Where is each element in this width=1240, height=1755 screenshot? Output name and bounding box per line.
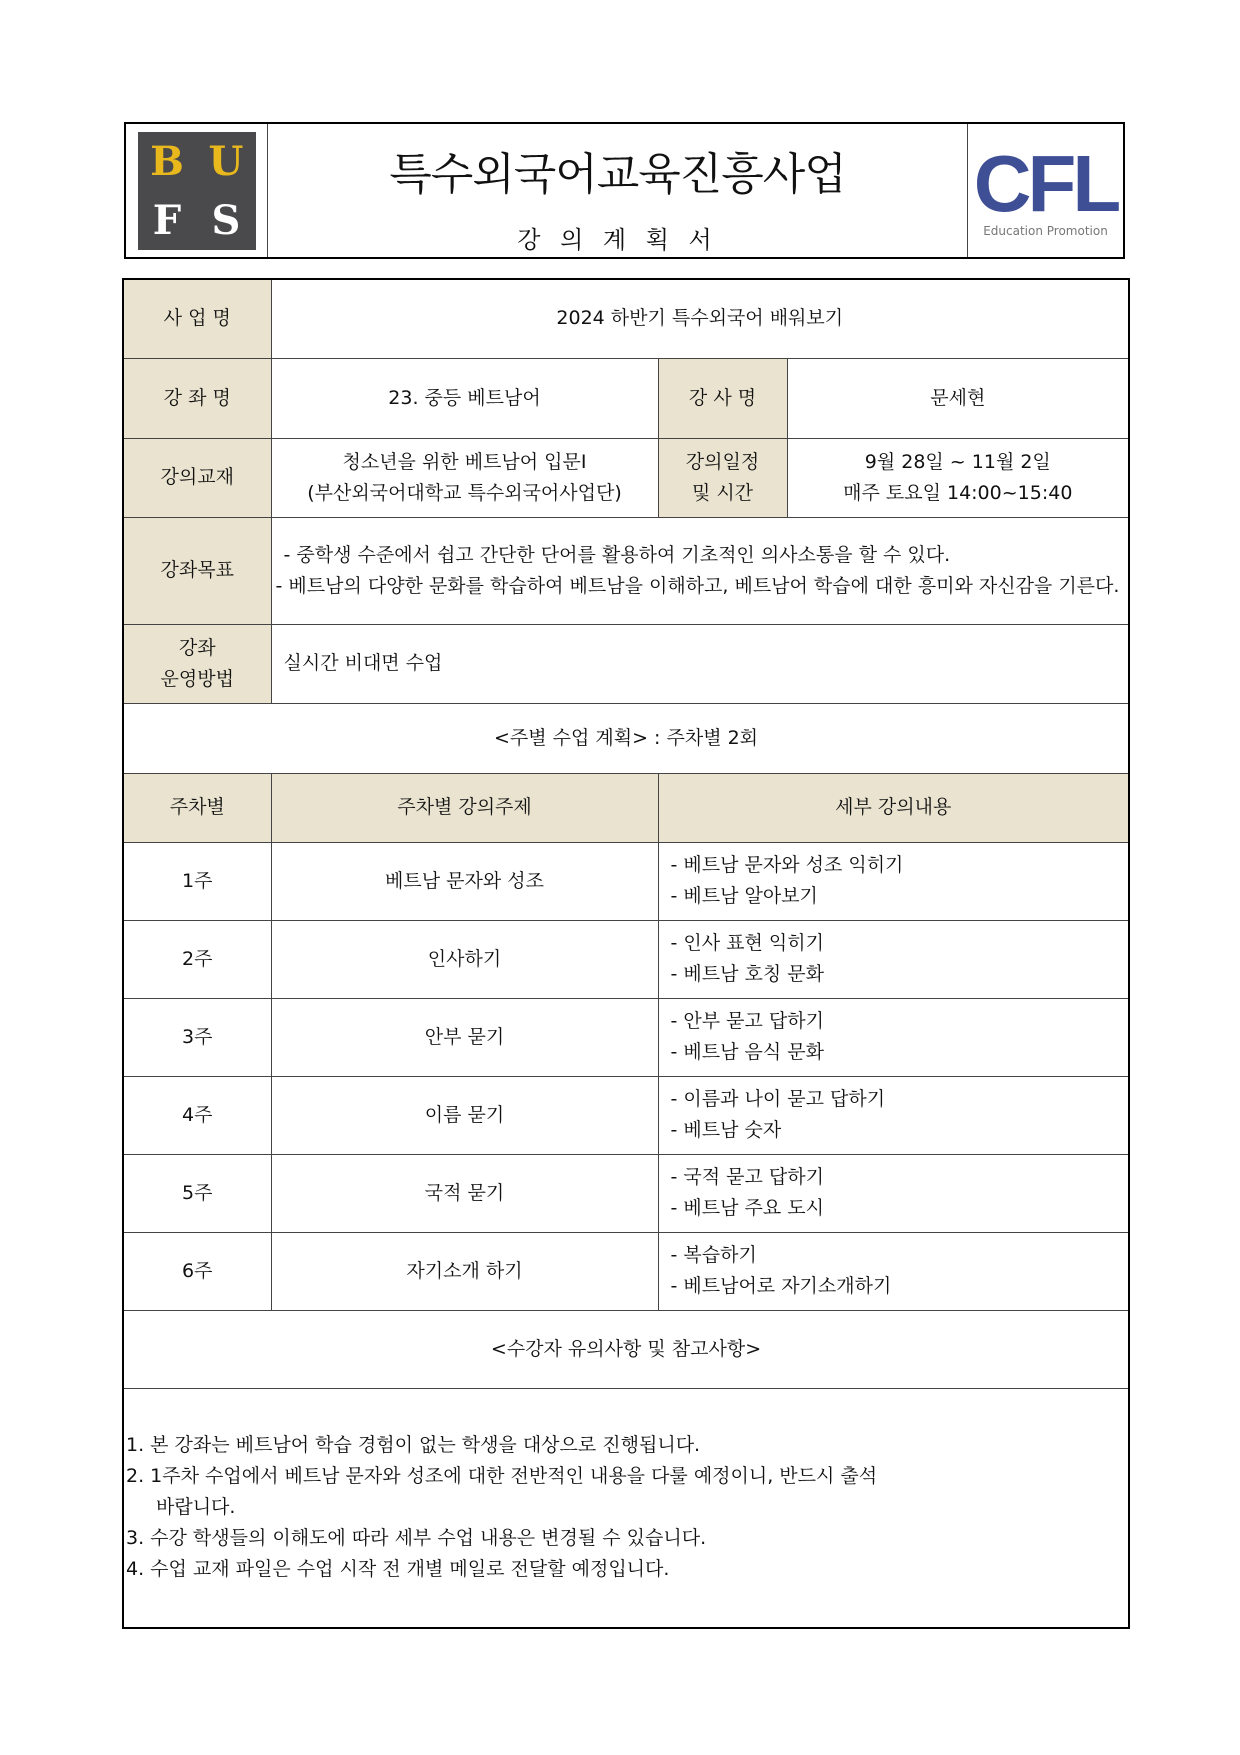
- document-title: 특수외국어교육진흥사업: [389, 149, 846, 200]
- textbook: 청소년을 위한 베트남어 입문I (부산외국어대학교 특수외국어사업단): [271, 438, 658, 517]
- week-number: 3주: [123, 998, 271, 1076]
- textbook-label: 강의교재: [123, 438, 271, 517]
- weekly-plan-title: <주별 수업 계획> : 주차별 2회: [123, 703, 1129, 773]
- method-label: 강좌 운영방법: [123, 624, 271, 703]
- col-topic: 주차별 강의주제: [271, 773, 658, 842]
- col-week: 주차별: [123, 773, 271, 842]
- week-details: - 안부 묻고 답하기 - 베트남 음식 문화: [658, 998, 1129, 1076]
- week-details: - 인사 표현 익히기 - 베트남 호칭 문화: [658, 920, 1129, 998]
- bufs-logo: B U F S: [138, 132, 256, 250]
- week-row: [123, 998, 1129, 1076]
- note-item: 바랍니다.: [156, 1496, 236, 1519]
- project-label: 사 업 명: [123, 279, 271, 358]
- document-header: [124, 122, 1125, 259]
- instructor-label: 강 사 명: [658, 358, 787, 438]
- week-topic: 자기소개 하기: [271, 1232, 658, 1310]
- notes-list: [123, 1388, 1129, 1628]
- week-number: 6주: [123, 1232, 271, 1310]
- week-row: [123, 842, 1129, 920]
- week-row: [123, 1076, 1129, 1154]
- week-row: [123, 1232, 1129, 1310]
- goal-label: 강좌목표: [123, 517, 271, 624]
- note-item: 3. 수강 학생들의 이해도에 따라 세부 수업 내용은 변경될 수 있습니다.: [126, 1527, 707, 1550]
- col-details: 세부 강의내용: [658, 773, 1129, 842]
- week-topic: 국적 묻기: [271, 1154, 658, 1232]
- note-item: 2. 1주차 수업에서 베트남 문자와 성조에 대한 전반적인 내용을 다룰 예정이니, 반드시 출석: [126, 1465, 878, 1488]
- schedule-label: 강의일정 및 시간: [658, 438, 787, 517]
- week-details: - 국적 묻고 답하기 - 베트남 주요 도시: [658, 1154, 1129, 1232]
- week-row: [123, 1154, 1129, 1232]
- week-details: - 이름과 나이 묻고 답하기 - 베트남 숫자: [658, 1076, 1129, 1154]
- week-number: 4주: [123, 1076, 271, 1154]
- course-goals: - 중학생 수준에서 쉽고 간단한 단어를 활용하여 기초적인 의사소통을 할 수 있다. - 베트남의 다양한 문화를 학습하여 베트남을 이해하고, 베트남어 학습에 대한 흥미와 자신감을 기른다.: [271, 517, 1129, 624]
- week-topic: 베트남 문자와 성조: [271, 842, 658, 920]
- bufs-logo-cell: [126, 124, 268, 257]
- week-details: - 복습하기 - 베트남어로 자기소개하기: [658, 1232, 1129, 1310]
- instructor-name: 문세현: [787, 358, 1129, 438]
- course-name: 23. 중등 베트남어: [271, 358, 658, 438]
- document-subtitle: 강 의 계 획 서: [517, 226, 718, 254]
- week-number: 2주: [123, 920, 271, 998]
- schedule: 9월 28일 ~ 11월 2일 매주 토요일 14:00~15:40: [787, 438, 1129, 517]
- note-item: 1. 본 강좌는 베트남어 학습 경험이 없는 학생을 대상으로 진행됩니다.: [126, 1434, 701, 1457]
- notes-title: <수강자 유의사항 및 참고사항>: [123, 1310, 1129, 1388]
- cfl-logo: CFL Education Promotion: [967, 124, 1123, 257]
- week-number: 5주: [123, 1154, 271, 1232]
- project-name: 2024 하반기 특수외국어 배워보기: [271, 279, 1129, 358]
- week-number: 1주: [123, 842, 271, 920]
- week-details: - 베트남 문자와 성조 익히기 - 베트남 알아보기: [658, 842, 1129, 920]
- week-topic: 인사하기: [271, 920, 658, 998]
- note-item: 4. 수업 교재 파일은 수업 시작 전 개별 메일로 전달할 예정입니다.: [126, 1558, 670, 1581]
- week-topic: 이름 묻기: [271, 1076, 658, 1154]
- week-topic: 안부 묻기: [271, 998, 658, 1076]
- method: 실시간 비대면 수업: [271, 624, 1129, 703]
- week-row: [123, 920, 1129, 998]
- course-label: 강 좌 명: [123, 358, 271, 438]
- lecture-plan-table: [122, 278, 1130, 1629]
